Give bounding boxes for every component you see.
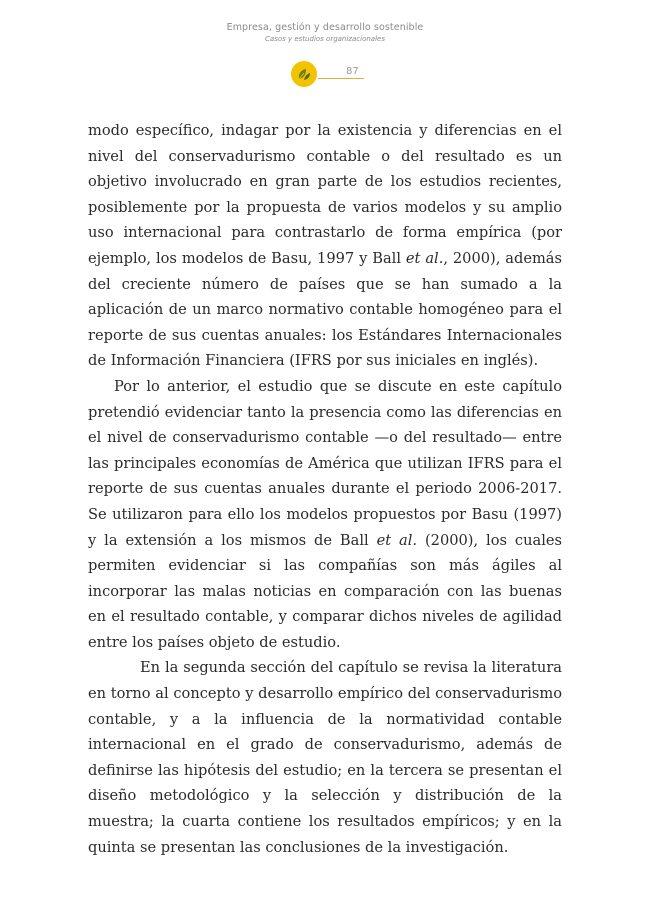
paragraph-3 — [88, 655, 562, 860]
paragraph-1 — [88, 118, 562, 374]
header-title: Empresa, gestión y desarrollo sostenible — [226, 22, 424, 33]
paragraph-1-text-b: , 2000), además del creciente número de países que se han sumado a la aplicación de un marco normativo contable homogéneo para el reporte de sus cuentas anuales: los Estándares Internacionales de Información Financiera (IFRS por sus iniciales en inglés). — [88, 249, 562, 370]
citation-italic: et al. — [405, 249, 444, 267]
paragraph-3-text: En la segunda sección del capítulo se revisa la literatura en torno al concepto y desarrollo empírico del conservadurismo contable, y a la influencia de la normatividad contable internacional en el grado de conservadurismo, además de definirse las hipótesis del estudio; en la tercera se presentan el diseño metodológico y la selección y distribución de la muestra; la cuarta contiene los resultados empíricos; y en la quinta se presentan las conclusiones de la investigación. — [88, 659, 562, 856]
page-number: 87 — [346, 66, 359, 77]
header-subtitle: Casos y estudios organizacionales — [265, 35, 385, 43]
body-text — [88, 118, 562, 860]
paragraph-2 — [88, 374, 562, 656]
leaf-icon — [296, 66, 312, 82]
paragraph-2-text-a: Por lo anterior, el estudio que se discute en este capítulo pretendió evidenciar tanto la presencia como las diferencias en el nivel de conservadurismo contable —o del resultado— entre las principales economías de América que utilizan IFRS para el reporte de sus cuentas anuales durante el periodo 2006-2017. Se utilizaron para ello los modelos propuestos por Basu (1997) y la extensión a los mismos de Ball — [88, 377, 562, 549]
running-header — [0, 22, 650, 44]
citation-italic: et al. — [376, 531, 418, 549]
paragraph-1-text-a: modo específico, indagar por la existencia y diferencias en el nivel del conservadurismo contable o del resultado es un objetivo involucrado en gran parte de los estudios recientes, posiblemente por la propuesta de varios modelos y su amplio uso internacional para contrastarlo de forma empírica (por ejemplo, los modelos de Basu, 1997 y Ball — [88, 122, 562, 267]
paragraph-2-text-b: (2000), los cuales permiten evidenciar si las compañías son más ágiles al incorporar las malas noticias en comparación con las buenas en el resultado contable, y comparar dichos niveles de agilidad entre los países objeto de estudio. — [88, 531, 562, 651]
page-badge — [291, 61, 317, 87]
page-number-rule — [318, 78, 364, 79]
